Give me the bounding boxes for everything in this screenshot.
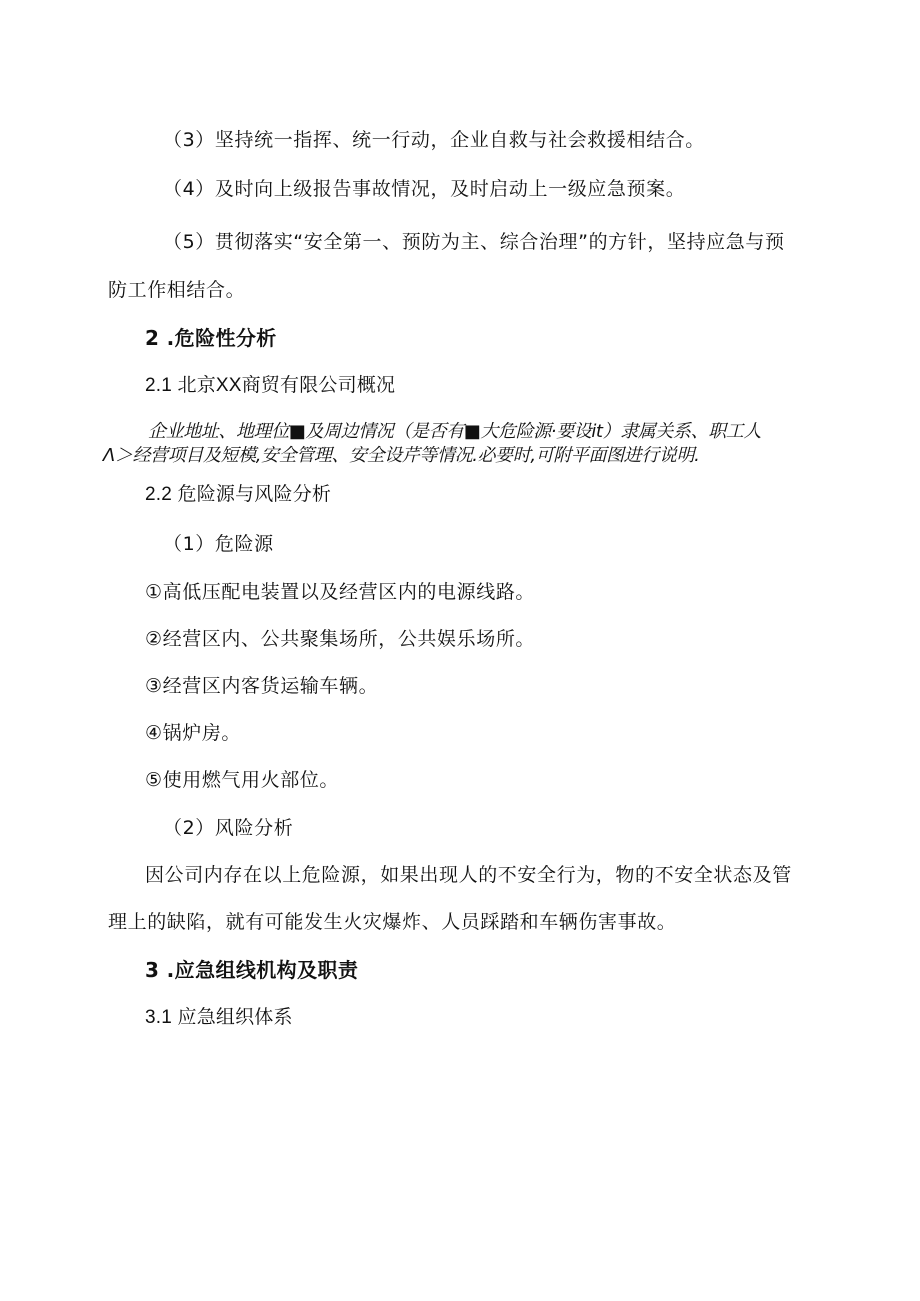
section-3-heading: 3 .应急组线机构及职责 [145,958,359,982]
principle-5-line-1: （5）贯彻落实“安全第一、预防为主、综合治理”的方针，坚持应急与预 [163,231,785,253]
principle-4: （4）及时向上级报告事故情况，及时启动上一级应急预案。 [163,178,686,200]
section-2-heading: 2 .危险性分析 [145,326,277,350]
hazard-sources-heading: （1）危险源 [163,533,274,555]
section-3-1-heading: 3.1 应急组织体系 [145,1007,293,1028]
hazard-source-item: ⑤使用燃气用火部位。 [145,769,340,791]
principle-5-line-2: 防工作相结合。 [108,279,246,301]
hazard-source-item: ③经营区内客货运输车辆。 [145,675,379,697]
risk-analysis-line-1: 因公司内存在以上危险源，如果出现人的不安全行为，物的不安全状态及管 [145,864,792,886]
company-overview-note-line-1: 企业地址、地理位■及周边情况（是否有■大危险源·要设it）隶属关系、职工人 [148,421,761,442]
company-overview-note-line-2: Λ＞经营项目及短模,安全管理、安全设芹等情况.必要时,可附平面图进行说明. [103,445,700,466]
section-2-2-heading: 2.2 危险源与风险分析 [145,484,332,505]
hazard-source-item: ②经营区内、公共聚集场所，公共娱乐场所。 [145,628,536,650]
hazard-source-item: ④锅炉房。 [145,722,242,744]
principle-3: （3）坚持统一指挥、统一行动，企业自救与社会救援相结合。 [163,129,705,151]
risk-analysis-heading: （2）风险分析 [163,817,294,839]
risk-analysis-line-2: 理上的缺陷，就有可能发生火灾爆炸、人员踩踏和车辆伤害事故。 [108,911,677,933]
section-2-1-heading: 2.1 北京XX商贸有限公司概况 [145,375,396,396]
hazard-source-item: ①高低压配电装置以及经营区内的电源线路。 [145,581,536,603]
